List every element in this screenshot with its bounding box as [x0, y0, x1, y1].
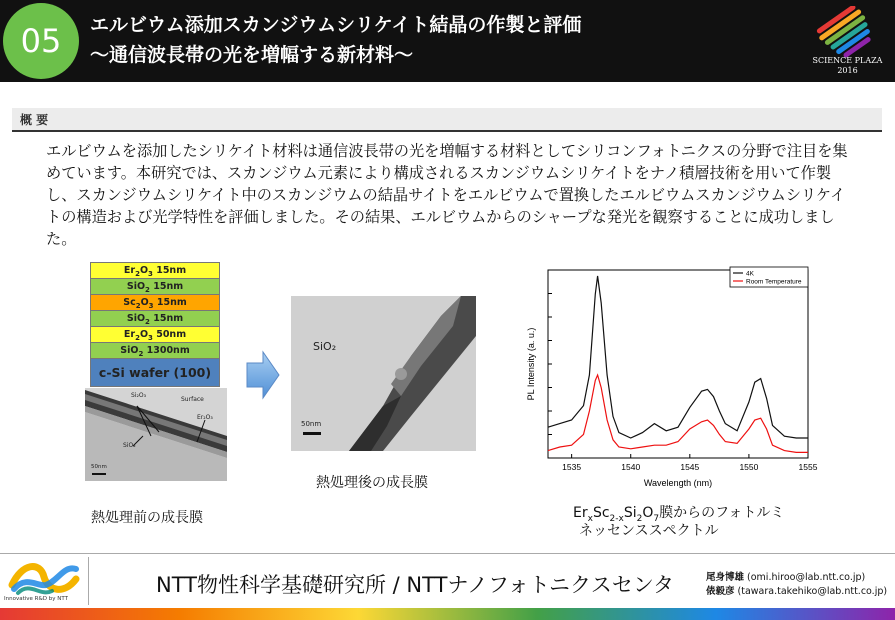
- layer-2-mid: O: [140, 297, 149, 308]
- tem-label-sio2: SiO₂: [123, 442, 136, 449]
- spectrum-caption-part-5: 2: [636, 513, 643, 524]
- layer-4-sub1: 2: [135, 333, 140, 342]
- layer-5-sub1: 2: [138, 349, 144, 358]
- layer-3-sub1: 2: [145, 317, 150, 326]
- caption-before: 熱処理前の成長膜: [91, 510, 203, 526]
- layer-0-main: Er: [123, 265, 136, 276]
- section-header: [12, 108, 882, 132]
- chart-frame: [548, 270, 808, 458]
- layer-3-rest: 15nm: [149, 313, 184, 324]
- contact-1-email: (omi.hiroo@lab.ntt.co.jp): [744, 572, 866, 583]
- layer-4-rest: 50nm: [152, 329, 187, 340]
- x-tick-label-0: 1535: [562, 462, 582, 472]
- spectrum-caption-part-0: Er: [573, 505, 588, 521]
- contact-2-email: (tawara.takehiko@lab.ntt.co.jp): [734, 586, 888, 597]
- legend-label-1: Room Temperature: [746, 278, 802, 286]
- page-subtitle: ～通信波長帯の光を増幅する新材料～: [90, 44, 414, 66]
- layer-0-rest: 15nm: [152, 265, 187, 276]
- layer-1-main: SiO: [126, 281, 146, 292]
- logo-line-2: 2016: [837, 66, 858, 75]
- layer-2-sub2: 3: [148, 301, 154, 310]
- x-tick-label-1: 1540: [621, 462, 641, 472]
- science-plaza-caption: [800, 56, 895, 76]
- spectrum-caption-part-2: Sc: [592, 505, 610, 521]
- contact-2: [706, 583, 887, 597]
- x-tick-label-2: 1545: [680, 462, 700, 472]
- abstract-text: エルビウムを添加したシリケイト材料は通信波長帯の光を増幅する材料としてシリコンフォトニクスの分野で注目を集めています。本研究では、スカンジウム元素により構成されるスカンジウムシリケイトをナノ積層技術を用いて作製し、スカンジウムシリケイト中のスカンジウムの結晶サイトをエルビウムで置換したエルビウムスカンジウムシリケイトの構造および光学特性を評価しました。その結果、エルビウムからのシャープな発光を観察することに成功しました。: [46, 142, 848, 248]
- rainbow-bar: [0, 608, 895, 620]
- footer-divider: [0, 553, 895, 554]
- layer-0-sub1: 2: [135, 269, 140, 278]
- contact-2-name: 俵毅彦: [706, 586, 735, 597]
- spectrum-caption-part-4: Si: [623, 505, 637, 521]
- layer-5: [90, 342, 220, 358]
- number-badge: 05: [3, 3, 79, 79]
- tem-image-before: [85, 388, 227, 481]
- layer-1: [90, 278, 220, 294]
- layer-4-main: Er: [123, 329, 136, 340]
- layer-4-sub2: 3: [148, 333, 153, 342]
- header-bar: [0, 0, 895, 82]
- layer-3-main: SiO: [126, 313, 146, 324]
- pl-spectrum-chart: [522, 262, 822, 494]
- tem-label-si2o3: Si₂O₃: [131, 392, 147, 399]
- layer-5-rest: 1300nm: [143, 345, 190, 356]
- contact-1: [706, 569, 865, 583]
- x-tick-label-3: 1550: [739, 462, 759, 472]
- spectrum-caption-part-1: x: [587, 513, 593, 524]
- y-axis-label: PL Intensity (a. u.): [526, 327, 536, 401]
- contact-1-name: 尾身博雄: [706, 572, 745, 583]
- layer-2-main: Sc: [123, 297, 136, 308]
- layer-2: [90, 294, 220, 310]
- layer-2-rest: 15nm: [153, 297, 187, 308]
- layer-2-sub1: 2: [135, 301, 141, 310]
- tem-scale-before: 50nm: [91, 464, 107, 470]
- layer-0-mid: O: [139, 265, 149, 276]
- caption-after: 熱処理後の成長膜: [316, 475, 428, 491]
- layer-1-rest: 15nm: [149, 281, 184, 292]
- section-label: 概 要: [20, 113, 49, 127]
- x-tick-label-4: 1555: [798, 462, 818, 472]
- layer-1-sub1: 2: [145, 285, 150, 294]
- layer-6: [90, 358, 220, 387]
- tem-image-after: [291, 296, 476, 451]
- legend-label-0: 4K: [746, 270, 754, 278]
- tem-label-surface: Surface: [181, 396, 204, 403]
- footer-logo-tag: Innovative R&D by NTT: [4, 596, 68, 602]
- layer-6-main: c-Si wafer (100): [98, 365, 212, 380]
- layer-0: [90, 262, 220, 278]
- layer-0-sub2: 3: [148, 269, 153, 278]
- spectrum-caption-part-6: O: [642, 505, 654, 521]
- page-title: エルビウム添加スカンジウムシリケイト結晶の作製と評価: [90, 14, 582, 36]
- x-axis-label: Wavelength (nm): [643, 478, 713, 488]
- spectrum-caption-part-8: 膜からのフォトルミ: [659, 505, 785, 521]
- caption-spectrum-line2: ネッセンススペクトル: [579, 523, 719, 539]
- spectrum-caption-part-7: 7: [653, 513, 660, 524]
- layer-stack-diagram: [90, 262, 220, 387]
- logo-line-1: SCIENCE PLAZA: [812, 56, 883, 65]
- tem-after-label: SiO₂: [313, 340, 337, 353]
- layer-4-mid: O: [139, 329, 149, 340]
- footer-vertical-divider: [88, 557, 89, 605]
- layer-5-main: SiO: [120, 345, 139, 356]
- layer-3: [90, 310, 220, 326]
- institute-name: NTT物性科学基礎研究所 / NTTナノフォトニクスセンタ: [156, 573, 675, 597]
- process-arrow: [245, 350, 281, 400]
- layer-4: [90, 326, 220, 342]
- spectrum-caption-part-3: 2-x: [609, 513, 624, 524]
- tem-label-er2o3: Er₂O₃: [197, 414, 213, 421]
- tem-scale-after: 50nm: [301, 420, 322, 428]
